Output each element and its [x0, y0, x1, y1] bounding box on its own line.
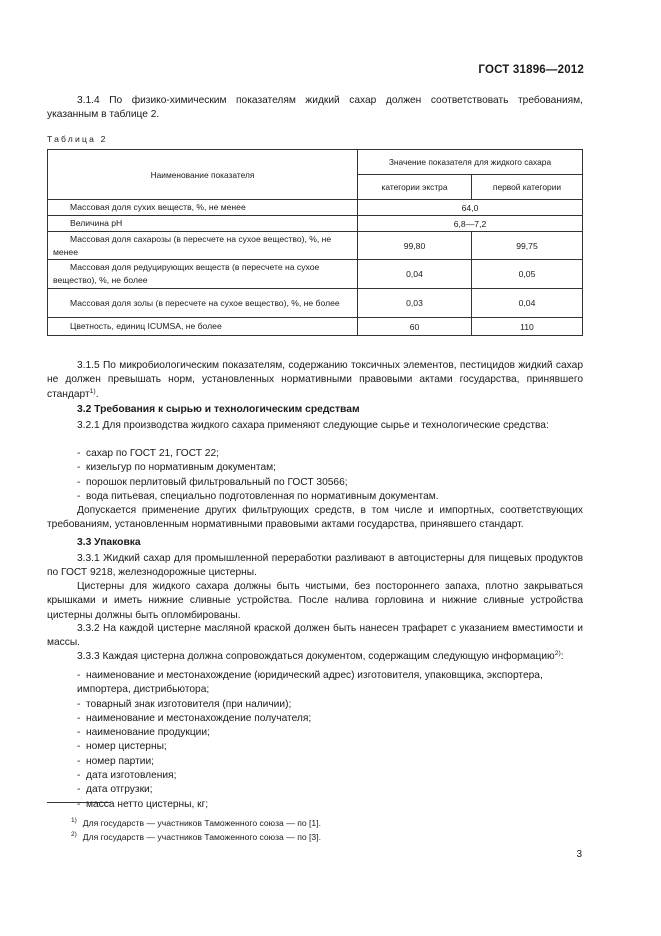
- row-name: Массовая доля сухих веществ, %, не менее: [70, 202, 246, 213]
- paragraph-3-3-1: 3.3.1 Жидкий сахар для промышленной переработки разливают в автоцистерны для пищевых продуктов по ГОСТ 9218, железнодорожные цистерны.: [47, 553, 583, 579]
- table-row: [48, 216, 583, 232]
- row-value-extra: 60: [358, 318, 472, 336]
- list-item: - дата отгрузки;: [77, 784, 153, 796]
- list-item: - дата изготовления;: [77, 770, 177, 782]
- footnote-2: $^{2)}$ Для государств — участников Таможенного союза — по [3].: [71, 831, 321, 842]
- paragraph-3-3-2: 3.3.2 На каждой цистерне масляной краской должен быть нанесен трафарет с указанием вместимости и массы.: [47, 623, 583, 649]
- footnote-1: $^{1)}$ Для государств — участников Таможенного союза — по [1].: [71, 817, 321, 828]
- row-value-first: 0,04: [472, 289, 583, 318]
- row-name: Массовая доля золы (в пересчете на сухое вещество), %, не более: [70, 297, 340, 308]
- paragraph-3-3-3: 3.3.3 Каждая цистерна должна сопровождаться документом, содержащим следующую информацию$^{2)}$:: [77, 650, 564, 662]
- header-first-category: первой категории: [472, 175, 583, 200]
- paragraph-3-2-1: 3.2.1 Для производства жидкого сахара применяют следующие сырье и технологические средства:: [77, 420, 549, 431]
- row-value-merged: 64,0: [358, 200, 583, 216]
- row-value-first: 0,05: [472, 260, 583, 289]
- paragraph-3-2-1-b: Допускается применение других фильтрующих средств, в том числе и импортных, соответствующих требованиям, установленным нормативными правовыми актами государства, принявшего стандарт.: [47, 505, 583, 531]
- table-caption: Таблица 2: [47, 134, 108, 144]
- section-3-2-heading: 3.2 Требования к сырью и технологическим средствам: [77, 404, 360, 415]
- header-indicator-name: Наименование показателя: [48, 150, 358, 200]
- list-item: - наименование и местонахождение получателя;: [77, 712, 312, 724]
- paragraph-3-3-1-b: Цистерны для жидкого сахара должны быть чистыми, без постороннего запаха, плотно закрываться крышками и иметь нижние сливные устройства. После налива горловина и нижние сливные устройства цистерны должны быть опломбированы.: [47, 581, 583, 621]
- materials-list: [77, 447, 582, 504]
- row-value-first: 110: [472, 318, 583, 336]
- footnote-separator: [47, 802, 111, 803]
- list-item: - сахар по ГОСТ 21, ГОСТ 22;: [77, 448, 219, 459]
- list-item: - номер цистерны;: [77, 741, 167, 753]
- row-name: Массовая доля редуцирующих веществ (в пересчете на сухое вещество), %, не более: [53, 262, 320, 285]
- section-3-3-heading: 3.3 Упаковка: [77, 537, 141, 548]
- list-item: - вода питьевая, специально подготовленная по нормативным документам.: [77, 490, 439, 502]
- table-row: [48, 318, 583, 336]
- table-row: [48, 232, 583, 260]
- footnote-ref-1: 1): [89, 387, 96, 395]
- paragraph-3-1-5: 3.1.5 По микробиологическим показателям, содержанию токсичных элементов, пестицидов жидкий сахар не должен превышать норм, установленных нормативными правовыми актами государства, принявшего стандарт$^{1)}$.: [47, 360, 583, 400]
- table-row: [48, 289, 583, 318]
- list-item: - наименование и местонахождение (юридический адрес) изготовителя, упаковщика, экспортера, импортера, дистрибьютора;: [77, 670, 543, 696]
- table-row: [48, 200, 583, 216]
- document-header: ГОСТ 31896—2012: [478, 64, 584, 76]
- row-value-first: 99,75: [472, 232, 583, 260]
- list-item: - масса нетто цистерны, кг;: [77, 798, 209, 810]
- page-number: 3: [576, 849, 582, 860]
- list-item: - товарный знак изготовителя (при наличии);: [77, 698, 292, 710]
- row-value-extra: 0,04: [358, 260, 472, 289]
- header-extra-category: категории экстра: [358, 175, 472, 200]
- list-item: - номер партии;: [77, 755, 154, 767]
- row-name: Цветность, единиц ICUMSA, не более: [70, 321, 222, 332]
- row-name: Величина рН: [70, 218, 123, 229]
- header-value-group: Значение показателя для жидкого сахара: [358, 150, 583, 175]
- footnote-ref-2: 2): [554, 650, 561, 657]
- document-info-list: [77, 669, 582, 812]
- row-value-extra: 0,03: [358, 289, 472, 318]
- list-item: - порошок перлитовый фильтровальный по ГОСТ 30566;: [77, 476, 348, 488]
- list-item: - наименование продукции;: [77, 727, 210, 739]
- paragraph-3-1-4: 3.1.4 По физико-химическим показателям жидкий сахар должен соответствовать требованиям, указанным в таблице 2.: [47, 95, 583, 121]
- list-item: - кизельгур по нормативным документам;: [77, 462, 276, 474]
- table-row: [48, 260, 583, 289]
- table-2: [47, 149, 583, 336]
- row-value-extra: 99,80: [358, 232, 472, 260]
- row-name: Массовая доля сахарозы (в пересчете на сухое вещество), %, не менее: [53, 233, 332, 257]
- row-value-merged: 6,8—7,2: [358, 216, 583, 232]
